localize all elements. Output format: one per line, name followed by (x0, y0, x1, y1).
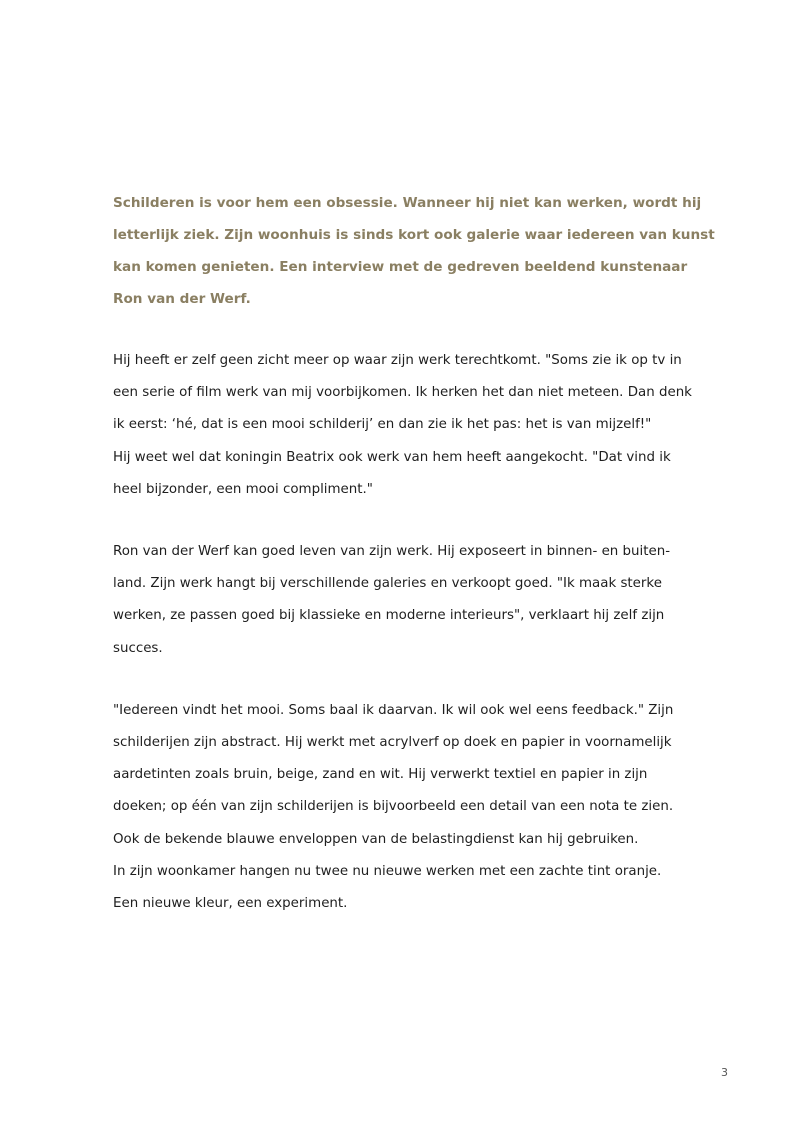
paragraph-line: heel bijzonder, een mooi compliment." (113, 481, 373, 497)
paragraph-line: doeken; op één van zijn schilderijen is bijvoorbeeld een detail van een nota te zien. (113, 799, 674, 815)
article-body (113, 187, 713, 920)
body-paragraph-1 (113, 345, 713, 506)
paragraph-line: schilderijen zijn abstract. Hij werkt met acrylverf op doek en papier in voornamelijk (113, 735, 672, 751)
paragraph-line: een serie of film werk van mij voorbijkomen. Ik herken het dan niet meteen. Dan denk (113, 385, 692, 401)
intro-line: Ron van der Werf. (113, 291, 251, 307)
intro-line: kan komen genieten. Een interview met de gedreven beeldend kunstenaar (113, 259, 688, 275)
paragraph-line: In zijn woonkamer hangen nu twee nu nieuwe werken met een zachte tint oranje. (113, 863, 662, 879)
paragraph-line: "Iedereen vindt het mooi. Soms baal ik daarvan. Ik wil ook wel eens feedback." Zijn (113, 702, 674, 718)
paragraph-line: land. Zijn werk hangt bij verschillende galeries en verkoopt goed. "Ik maak sterke (113, 576, 662, 592)
paragraph-line: Ron van der Werf kan goed leven van zijn werk. Hij exposeert in binnen- en buiten- (113, 544, 671, 560)
page-number: 3 (721, 1066, 728, 1079)
intro-line: letterlijk ziek. Zijn woonhuis is sinds kort ook galerie waar iedereen van kunst (113, 227, 715, 243)
intro-paragraph (113, 187, 713, 315)
paragraph-line: Hij weet wel dat koningin Beatrix ook werk van hem heeft aangekocht. "Dat vind ik (113, 449, 671, 465)
body-paragraph-2 (113, 536, 713, 665)
body-paragraph-3 (113, 695, 713, 920)
paragraph-line: Hij heeft er zelf geen zicht meer op waar zijn werk terechtkomt. "Soms zie ik op tv in (113, 353, 682, 368)
paragraph-line: Een nieuwe kleur, een experiment. (113, 896, 348, 912)
paragraph-line: ik eerst: ‘hé, dat is een mooi schilderij’ en dan zie ik het pas: het is van mijzelf!" (113, 417, 652, 433)
intro-line: Schilderen is voor hem een obsessie. Wanneer hij niet kan werken, wordt hij (113, 195, 702, 211)
paragraph-line: werken, ze passen goed bij klassieke en moderne interieurs", verklaart hij zelf zijn (113, 608, 665, 624)
paragraph-line: aardetinten zoals bruin, beige, zand en wit. Hij verwerkt textiel en papier in zijn (113, 767, 648, 783)
paragraph-line: succes. (113, 640, 163, 656)
paragraph-line: Ook de bekende blauwe enveloppen van de belastingdienst kan hij gebruiken. (113, 831, 639, 847)
